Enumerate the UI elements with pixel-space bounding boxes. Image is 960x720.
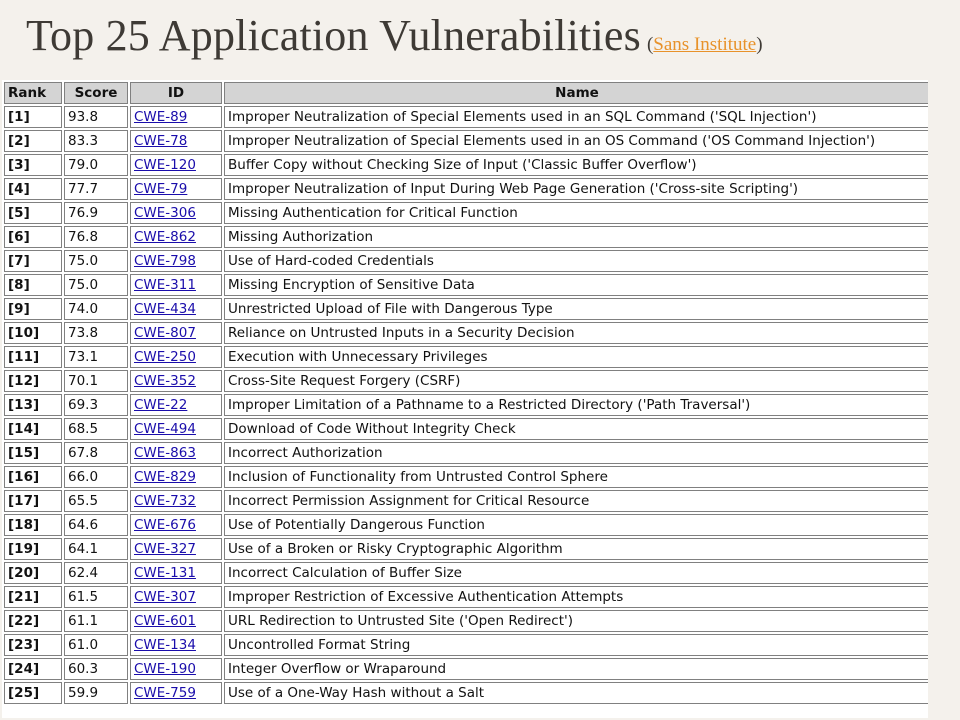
vulnerability-name-cell: Integer Overflow or Wraparound [224,658,928,680]
vulnerability-name-cell: Missing Authentication for Critical Function [224,202,928,224]
rank-cell: [22] [4,610,62,632]
cwe-id-cell [130,490,222,512]
vulnerability-name-cell: URL Redirection to Untrusted Site ('Open Redirect') [224,610,928,632]
table-row [4,130,928,152]
cwe-id-cell [130,250,222,272]
rank-cell: [25] [4,682,62,704]
table-row [4,418,928,440]
cwe-id-cell [130,562,222,584]
vulnerability-name-cell: Use of Potentially Dangerous Function [224,514,928,536]
table-body [4,106,928,704]
vulnerability-name-cell: Improper Limitation of a Pathname to a Restricted Directory ('Path Traversal') [224,394,928,416]
cwe-link[interactable]: CWE-732 [134,493,196,509]
name-column-header: Name [224,82,928,104]
cwe-link[interactable]: CWE-862 [134,229,196,245]
cwe-id-cell [130,538,222,560]
score-cell: 69.3 [64,394,128,416]
score-cell: 68.5 [64,418,128,440]
cwe-link[interactable]: CWE-863 [134,445,196,461]
cwe-link[interactable]: CWE-79 [134,181,188,197]
score-cell: 66.0 [64,466,128,488]
slide-title: Top 25 Application Vulnerabilities [26,11,641,60]
vulnerability-name-cell: Use of a One-Way Hash without a Salt [224,682,928,704]
rank-cell: [5] [4,202,62,224]
rank-cell: [2] [4,130,62,152]
score-cell: 70.1 [64,370,128,392]
score-cell: 93.8 [64,106,128,128]
rank-cell: [10] [4,322,62,344]
vulnerability-name-cell: Missing Encryption of Sensitive Data [224,274,928,296]
rank-cell: [1] [4,106,62,128]
cwe-link[interactable]: CWE-22 [134,397,188,413]
rank-cell: [3] [4,154,62,176]
vulnerability-name-cell: Inclusion of Functionality from Untrusted Control Sphere [224,466,928,488]
source-close-paren: ) [756,34,763,55]
cwe-id-cell [130,298,222,320]
cwe-link[interactable]: CWE-759 [134,685,196,701]
vulnerability-name-cell: Improper Restriction of Excessive Authentication Attempts [224,586,928,608]
cwe-link[interactable]: CWE-829 [134,469,196,485]
cwe-link[interactable]: CWE-120 [134,157,196,173]
cwe-id-cell [130,394,222,416]
score-cell: 65.5 [64,490,128,512]
table-row [4,442,928,464]
cwe-id-cell [130,274,222,296]
table-row [4,490,928,512]
source-attribution [647,34,763,55]
table-row [4,346,928,368]
rank-cell: [19] [4,538,62,560]
vulnerability-name-cell: Reliance on Untrusted Inputs in a Security Decision [224,322,928,344]
cwe-link[interactable]: CWE-798 [134,253,196,269]
vulnerability-name-cell: Download of Code Without Integrity Check [224,418,928,440]
table-header-row [4,82,928,104]
score-cell: 74.0 [64,298,128,320]
score-cell: 75.0 [64,250,128,272]
cwe-id-cell [130,466,222,488]
score-cell: 83.3 [64,130,128,152]
cwe-id-cell [130,346,222,368]
score-cell: 76.8 [64,226,128,248]
table-row [4,562,928,584]
table-row [4,466,928,488]
rank-cell: [6] [4,226,62,248]
table-row [4,106,928,128]
rank-cell: [4] [4,178,62,200]
cwe-id-cell [130,178,222,200]
score-cell: 60.3 [64,658,128,680]
score-cell: 67.8 [64,442,128,464]
vulnerability-name-cell: Use of Hard-coded Credentials [224,250,928,272]
vulnerability-name-cell: Buffer Copy without Checking Size of Input ('Classic Buffer Overflow') [224,154,928,176]
table-row [4,682,928,704]
cwe-id-cell [130,370,222,392]
cwe-id-cell [130,658,222,680]
table-row [4,298,928,320]
table-row [4,322,928,344]
cwe-link[interactable]: CWE-89 [134,109,188,125]
cwe-id-cell [130,610,222,632]
score-cell: 64.1 [64,538,128,560]
cwe-link[interactable]: CWE-352 [134,373,196,389]
cwe-link[interactable]: CWE-311 [134,277,196,293]
score-cell: 61.0 [64,634,128,656]
score-cell: 76.9 [64,202,128,224]
cwe-id-cell [130,130,222,152]
table-row [4,202,928,224]
vulnerability-table-container [2,80,928,718]
cwe-id-cell [130,418,222,440]
table-row [4,178,928,200]
cwe-link[interactable]: CWE-676 [134,517,196,533]
table-row [4,394,928,416]
table-row [4,370,928,392]
cwe-id-cell [130,442,222,464]
cwe-link[interactable]: CWE-327 [134,541,196,557]
vulnerability-name-cell: Unrestricted Upload of File with Dangerous Type [224,298,928,320]
table-row [4,226,928,248]
rank-cell: [12] [4,370,62,392]
table-row [4,586,928,608]
vulnerability-name-cell: Incorrect Permission Assignment for Critical Resource [224,490,928,512]
rank-cell: [23] [4,634,62,656]
cwe-id-cell [130,226,222,248]
rank-cell: [15] [4,442,62,464]
cwe-id-cell [130,514,222,536]
rank-cell: [20] [4,562,62,584]
title-row [26,6,763,66]
score-column-header: Score [64,82,128,104]
table-row [4,658,928,680]
vulnerability-name-cell: Improper Neutralization of Special Elements used in an SQL Command ('SQL Injection') [224,106,928,128]
score-cell: 77.7 [64,178,128,200]
cwe-link[interactable]: CWE-78 [134,133,188,149]
score-cell: 73.8 [64,322,128,344]
table-row [4,634,928,656]
rank-cell: [11] [4,346,62,368]
vulnerability-table [2,80,928,706]
table-row [4,250,928,272]
vulnerability-name-cell: Improper Neutralization of Special Elements used in an OS Command ('OS Command Injection') [224,130,928,152]
cwe-id-cell [130,586,222,608]
score-cell: 64.6 [64,514,128,536]
rank-cell: [7] [4,250,62,272]
cwe-link[interactable]: CWE-494 [134,421,196,437]
cwe-link[interactable]: CWE-306 [134,205,196,221]
vulnerability-name-cell: Improper Neutralization of Input During Web Page Generation ('Cross-site Scripting') [224,178,928,200]
table-row [4,514,928,536]
cwe-id-cell [130,202,222,224]
rank-cell: [21] [4,586,62,608]
rank-column-header: Rank [4,82,62,104]
rank-cell: [18] [4,514,62,536]
score-cell: 73.1 [64,346,128,368]
cwe-link[interactable]: CWE-190 [134,661,196,677]
cwe-link[interactable]: CWE-131 [134,565,196,581]
sans-institute-link[interactable]: Sans Institute [653,34,757,55]
cwe-id-cell [130,154,222,176]
source-open-paren: ( [646,34,654,55]
cwe-link[interactable]: CWE-250 [134,349,196,365]
table-row [4,154,928,176]
id-column-header: ID [130,82,222,104]
vulnerability-name-cell: Incorrect Calculation of Buffer Size [224,562,928,584]
cwe-link[interactable]: CWE-807 [134,325,196,341]
cwe-id-cell [130,322,222,344]
rank-cell: [8] [4,274,62,296]
vulnerability-name-cell: Missing Authorization [224,226,928,248]
score-cell: 75.0 [64,274,128,296]
cwe-id-cell [130,634,222,656]
rank-cell: [17] [4,490,62,512]
vulnerability-name-cell: Execution with Unnecessary Privileges [224,346,928,368]
vulnerability-name-cell: Uncontrolled Format String [224,634,928,656]
vulnerability-name-cell: Cross-Site Request Forgery (CSRF) [224,370,928,392]
rank-cell: [9] [4,298,62,320]
table-row [4,274,928,296]
cwe-link[interactable]: CWE-601 [134,613,196,629]
cwe-id-cell [130,682,222,704]
cwe-link[interactable]: CWE-307 [134,589,196,605]
cwe-link[interactable]: CWE-434 [134,301,196,317]
vulnerability-name-cell: Use of a Broken or Risky Cryptographic Algorithm [224,538,928,560]
score-cell: 59.9 [64,682,128,704]
cwe-id-cell [130,106,222,128]
score-cell: 61.5 [64,586,128,608]
rank-cell: [13] [4,394,62,416]
score-cell: 61.1 [64,610,128,632]
rank-cell: [16] [4,466,62,488]
table-row [4,610,928,632]
score-cell: 62.4 [64,562,128,584]
table-row [4,538,928,560]
vulnerability-name-cell: Incorrect Authorization [224,442,928,464]
rank-cell: [14] [4,418,62,440]
cwe-link[interactable]: CWE-134 [134,637,196,653]
rank-cell: [24] [4,658,62,680]
score-cell: 79.0 [64,154,128,176]
